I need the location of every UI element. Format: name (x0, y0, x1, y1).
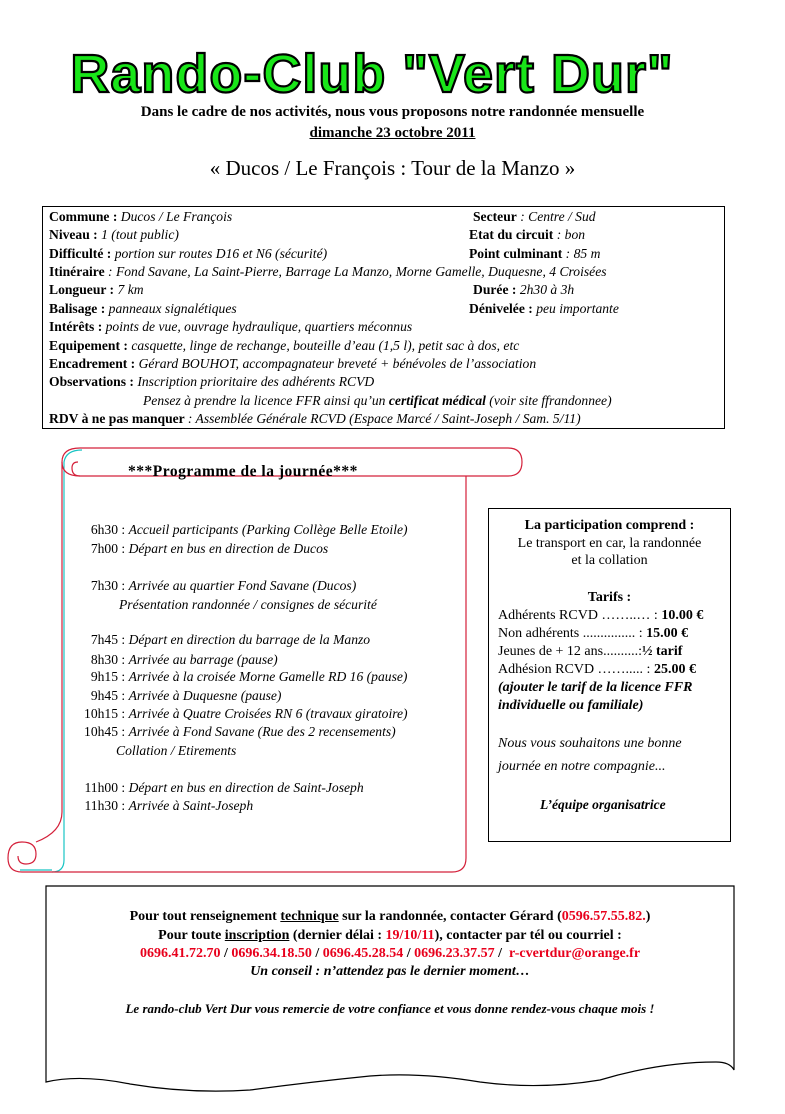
programme-item: 6h30 : Accueil participants (Parking Collège Belle Etoile) (90, 522, 408, 537)
programme-item: 7h00 : Départ en bus en direction de Ducos (90, 541, 329, 556)
licence-note: (ajouter le tarif de la licence FFR (498, 680, 693, 695)
info-longueur: Longueur : 7 km (49, 282, 144, 297)
programme-title: ***Programme de la journée*** (128, 463, 358, 480)
tarif-row: Non adhérents ............... : 15.00 € (498, 626, 689, 641)
wish-line: Nous vous souhaitons une bonne (498, 736, 682, 751)
phone-number[interactable]: 0696.41.72.70 (139, 946, 221, 961)
signature: L’équipe organisatrice (540, 797, 666, 812)
programme-item: 11h00 : Départ en bus en direction de Saint-Joseph (84, 780, 364, 795)
tarif-row: Adhérents RCVD ……..… : 10.00 € (498, 608, 704, 623)
participation-title: La participation comprend : (524, 518, 695, 533)
info-encadrement: Encadrement : Gérard BOUHOT, accompagnateur breveté + bénévoles de l’association (49, 356, 537, 371)
contact-line-inscription: Pour toute inscription (dernier délai : 19/10/11), contacter par tél ou courriel : (158, 928, 622, 943)
tarifs-title: Tarifs : (587, 590, 632, 605)
programme-item: 11h30 : Arrivée à Saint-Joseph (84, 798, 254, 813)
info-difficulte: Difficulté : portion sur routes D16 et N6 (sécurité) (49, 246, 328, 261)
programme-item: Présentation randonnée / consignes de sécurité (119, 597, 377, 612)
page-subtitle: « Ducos / Le François : Tour de la Manzo » (209, 156, 576, 180)
info-observations: Observations : Inscription prioritaire des adhérents RCVD (49, 374, 375, 389)
info-etat: Etat du circuit : bon (469, 227, 586, 242)
info-denivelee: Dénivelée : peu importante (469, 301, 619, 316)
hike-info-box (42, 206, 725, 429)
phone-number[interactable]: 0696.23.37.57 (414, 946, 495, 961)
programme-item: 9h45 : Arrivée à Duquesne (pause) (90, 688, 282, 703)
contact-line-technique: Pour tout renseignement technique sur la randonnée, contacter Gérard (0596.57.55.82.) (129, 909, 651, 924)
conseil-line: Un conseil : n’attendez pas le dernier moment… (250, 964, 530, 979)
info-rdv: RDV à ne pas manquer : Assemblée Générale RCVD (Espace Marcé / Saint-Joseph / Sam. 5/11) (49, 411, 581, 426)
email-link[interactable]: r-cvertdur@orange.fr (509, 946, 641, 961)
info-secteur: Secteur : Centre / Sud (473, 209, 596, 224)
info-point-culminant: Point culminant : 85 m (469, 246, 601, 261)
participation-line: Le transport en car, la randonnée (517, 536, 702, 551)
tarif-row: Adhésion RCVD ……..... : 25.00 € (498, 662, 696, 677)
thanks-line: Le rando-club Vert Dur vous remercie de votre confiance et vous donne rendez-vous chaque mois ! (125, 1001, 655, 1016)
phone-number[interactable]: 0696.45.28.54 (322, 946, 404, 961)
programme-item: 9h15 : Arrivée à la croisée Morne Gamelle RD 16 (pause) (90, 669, 408, 684)
intro-date (0, 125, 785, 142)
info-duree: Durée : 2h30 à 3h (473, 282, 575, 297)
info-balisage: Balisage : panneaux signalétiques (49, 301, 237, 316)
wish-line: journée en notre compagnie... (498, 759, 666, 774)
info-interets: Intérêts : points de vue, ouvrage hydraulique, quartiers méconnus (49, 319, 413, 334)
tarif-row: Jeunes de + 12 ans..........:½ tarif (498, 644, 683, 659)
licence-note: individuelle ou familiale) (498, 698, 644, 713)
participation-box (488, 508, 731, 842)
info-equipement: Equipement : casquette, linge de rechange, bouteille d’eau (1,5 l), petit sac à dos, etc (49, 338, 520, 353)
programme-item: 8h30 : Arrivée au barrage (pause) (90, 652, 278, 667)
info-licence-reminder: Pensez à prendre la licence FFR ainsi qu’un certificat médical (voir site ffrandonnee) (143, 393, 612, 408)
intro-line: Dans le cadre de nos activités, nous vous proposons notre randonnée mensuelle (140, 104, 645, 120)
info-itineraire: Itinéraire : Fond Savane, La Saint-Pierre, Barrage La Manzo, Morne Gamelle, Duquesne, 4 Croisées (49, 264, 607, 279)
programme-item: 7h30 : Arrivée au quartier Fond Savane (Ducos) (90, 578, 357, 593)
club-title-text: Rando-Club "Vert Dur" (70, 44, 674, 104)
club-title (0, 40, 785, 110)
contact-phones: 0696.41.72.70 / 0696.34.18.50 / 0696.45.28.54 / 0696.23.37.57 / r-cvertdur@orange.fr (139, 946, 641, 961)
programme-item: 10h45 : Arrivée à Fond Savane (Rue des 2 recensements) (84, 724, 396, 739)
info-niveau: Niveau : 1 (tout public) (49, 227, 179, 242)
programme-item: 7h45 : Départ en direction du barrage de la Manzo (90, 632, 371, 647)
programme-item: Collation / Etirements (116, 743, 237, 758)
programme-item: 10h15 : Arrivée à Quatre Croisées RN 6 (travaux giratoire) (84, 706, 408, 721)
info-commune: Commune : Ducos / Le François (49, 209, 233, 224)
phone-number[interactable]: 0696.34.18.50 (231, 946, 312, 961)
participation-line: et la collation (571, 553, 648, 568)
event-date: dimanche 23 octobre 2011 (309, 125, 476, 141)
